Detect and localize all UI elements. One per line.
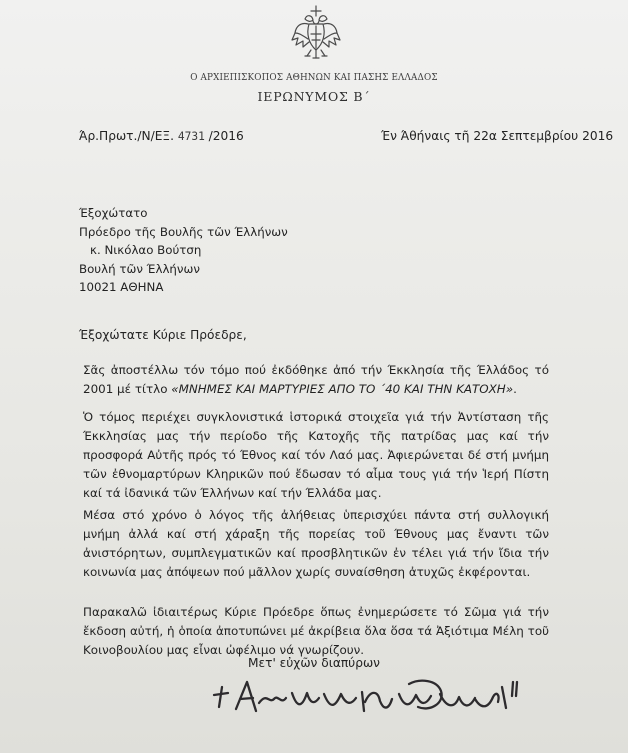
paragraph-1 <box>83 361 549 399</box>
paragraph-1-end: . <box>513 382 517 396</box>
paragraph-3: Μέσα στό χρόνο ὁ λόγος τῆς ἀλήθειας ὑπερισχύει πάντα στή συλλογική μνήμη ἀλλά καί στή χάραξη τῆς πορείας τοῦ Έθνους μας ἔναντι τῶν ἀνιστόρητων, συμπλεγματικῶν καί προσβλητικῶν ἐν τέλει γιά τήν ἴδια τήν κοινωνία μας ἀπόψεων πού μᾶλλον χωρίς συναίσθηση ἀτυχῶς ἐκφέρονται. <box>83 508 549 579</box>
handwritten-signature <box>211 674 529 724</box>
protocol-year: /2016 <box>204 129 244 143</box>
letterhead-office: Ο ΑΡΧΙΕΠΙΣΚΟΠΟΣ ΑΘΗΝΩΝ ΚΑΙ ΠΑΣΗΣ ΕΛΛΑΔΟΣ <box>190 73 438 83</box>
recipient-title: Έξοχώτατο <box>79 206 148 220</box>
double-headed-eagle-icon <box>289 4 343 62</box>
recipient-name: κ. Νικόλαο Βούτση <box>90 243 202 257</box>
recipient-institution: Βουλή τῶν Έλλήνων <box>79 261 200 276</box>
letterhead-name: ΙΕΡΩΝΥΜΟΣ Β΄ <box>257 89 371 104</box>
paragraph-1-text: Σᾶς ἀποστέλλω τόν τόμο πού ἐκδόθηκε ἀπό τήν Έκκλησία τῆς Έλλάδος τό 2001 μέ τίτλο <box>83 363 549 396</box>
book-title: «ΜΝΗΜΕΣ ΚΑΙ ΜΑΡΤΥΡΙΕΣ ΑΠΟ ΤΟ ΄40 ΚΑΙ ΤΗΝ ΚΑΤΟΧΗ» <box>171 382 514 396</box>
letter-date: Έν Άθήναις τῆ 22α Σεπτεμβρίου 2016 <box>381 129 614 143</box>
protocol-handwritten-number: 4731 <box>177 130 205 143</box>
protocol-prefix: Άρ.Πρωτ./Ν/ΕΞ. <box>79 129 178 143</box>
protocol-number <box>79 129 244 143</box>
salutation: Έξοχώτατε Κύριε Πρόεδρε, <box>79 328 247 342</box>
recipient-city: 10021 ΑΘΗΝΑ <box>79 280 164 294</box>
closing-line: Μετ' εὐχῶν διαπύρων <box>248 656 380 670</box>
paragraph-2: Ὁ τόμος περιέχει συγκλονιστικά ἱστορικά στοιχεῖα γιά τήν Ἀντίσταση τῆς Έκκλησίας μας τήν περίοδο τῆς Κατοχῆς τῆς πατρίδας μας καί τήν προσφορά Αὐτῆς πρός τό Έθνος καί τόν Λαό μας. Ἀφιερώνεται δέ στή μνήμη τῶν ἐθνομαρτύρων Κληρικῶν πού ἔδωσαν τό αἷμα τους γιά τήν Ἱερή Πίστη καί τά ἰδανικά τῶν Έλλήνων καί τήν Έλλάδα μας. <box>83 410 549 500</box>
recipient-address <box>79 204 288 297</box>
recipient-role: Πρόεδρο τῆς Βουλῆς τῶν Έλλήνων <box>79 224 288 239</box>
paragraph-4: Παρακαλῶ ἰδιαιτέρως Κύριε Πρόεδρε ὅπως ἐνημερώσετε τό Σῶμα γιά τήν ἔκδοση αὐτή, ἡ ὁποία ἀποτυπώνει μέ ἀκρίβεια ὅλα ὅσα τά Ἀξιότιμα Μέλη τοῦ Κοινοβουλίου μας εἶναι ὠφέλιμο νά γνωρίζουν. <box>83 605 549 657</box>
